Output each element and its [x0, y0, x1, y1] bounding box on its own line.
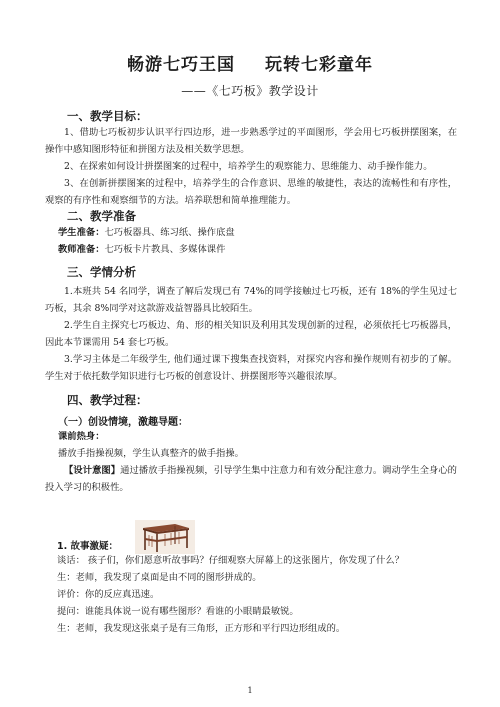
design-intent-label: 【设计意图】: [64, 465, 121, 476]
section-heading-analysis: 三、学情分析: [67, 265, 136, 279]
design-intent: [45, 462, 457, 496]
warmup-text: 播放手指操视频，学生认真整齐的做手指操。: [58, 448, 244, 459]
objective-1: 1、借助七巧板初步认识平行四边形，进一步熟悉学过的平面图形，学会用七巧板拼摆图案，在操作中感知图形特征和拼图方法及相关数学思想。: [45, 127, 457, 155]
document-subtitle: ——《七巧板》教学设计: [181, 84, 319, 98]
section-heading-process: 四、教学过程：: [67, 393, 148, 407]
warmup-label: 课前热身：: [58, 431, 105, 442]
analysis-3: 3.学习主体是二年级学生, 他们通过课下搜集查找资料，对探究内容和操作规则有初步的了解。学生对于依托数学知识进行七巧板的创意设计、拼摆图形等兴趣很浓厚。: [45, 354, 457, 382]
title-right: 玩转七彩童年: [265, 55, 373, 75]
title-left: 畅游七巧王国: [127, 55, 235, 75]
dialogue-line-3: 评价：你的反应真迅速。: [57, 589, 160, 600]
page-number: 1: [247, 686, 253, 695]
document-title: [0, 50, 500, 75]
student-preparation: [58, 224, 470, 241]
analysis-2: 2.学生自主探究七巧板边、角、形的相关知识及利用其发现创新的过程，必须依托七巧板器具，因此本节课需用 54 套七巧板。: [45, 320, 457, 348]
tangram-table-image: [135, 520, 195, 554]
dialogue-line-1: 谈话： 孩子们，你们愿意听故事吗？仔细观察大屏幕上的这张图片，你发现了什么？: [57, 555, 404, 566]
dialogue-line-5: 生：老师，我发现这张桌子是有三角形，正方形和平行四边形组成的。: [57, 623, 346, 634]
section-heading-preparation: 二、教学准备: [67, 209, 136, 223]
section-heading-objectives: 一、教学目标：: [67, 109, 148, 123]
student-preparation-text: 七巧板器具、练习纸、操作底盘: [104, 227, 235, 238]
objective-2: 2、在探索如何设计拼摆图案的过程中，培养学生的观察能力、思维能力、动手操作能力。: [64, 161, 433, 172]
dialogue-line-4: 提问：谁能具体说一说有哪些图形？看谁的小眼睛最敏锐。: [57, 606, 299, 617]
dialogue-line-2: 生：老师，我发现了桌面是由不同的图形拼成的。: [57, 572, 262, 583]
teacher-preparation-label: 教师准备：: [58, 244, 105, 255]
student-preparation-label: 学生准备：: [58, 227, 105, 238]
objective-3: 3、在创新拼摆图案的过程中，培养学生的合作意识、思维的敏捷性，表达的流畅性和有序性，观察的有序性和观察细节的方法。培养联想和简单推理能力。: [45, 178, 457, 206]
design-intent-text: 通过播放手指操视频，引导学生集中注意力和有效分配注意力。调动学生全身心的投入学习的积极性。: [45, 465, 457, 493]
teacher-preparation: [58, 241, 470, 258]
analysis-1: 1.本班共 54 名同学，调查了解后发现已有 74%的同学接触过七巧板，还有 18%的学生见过七巧板，其余 8%同学对这款游戏益智器具比较陌生。: [45, 286, 457, 314]
teacher-preparation-text: 七巧板卡片教具、多媒体课件: [104, 244, 226, 255]
story-label: 1. 故事激疑：: [57, 541, 119, 552]
subsection-heading: （一）创设情境，激趣导题：: [58, 417, 188, 428]
